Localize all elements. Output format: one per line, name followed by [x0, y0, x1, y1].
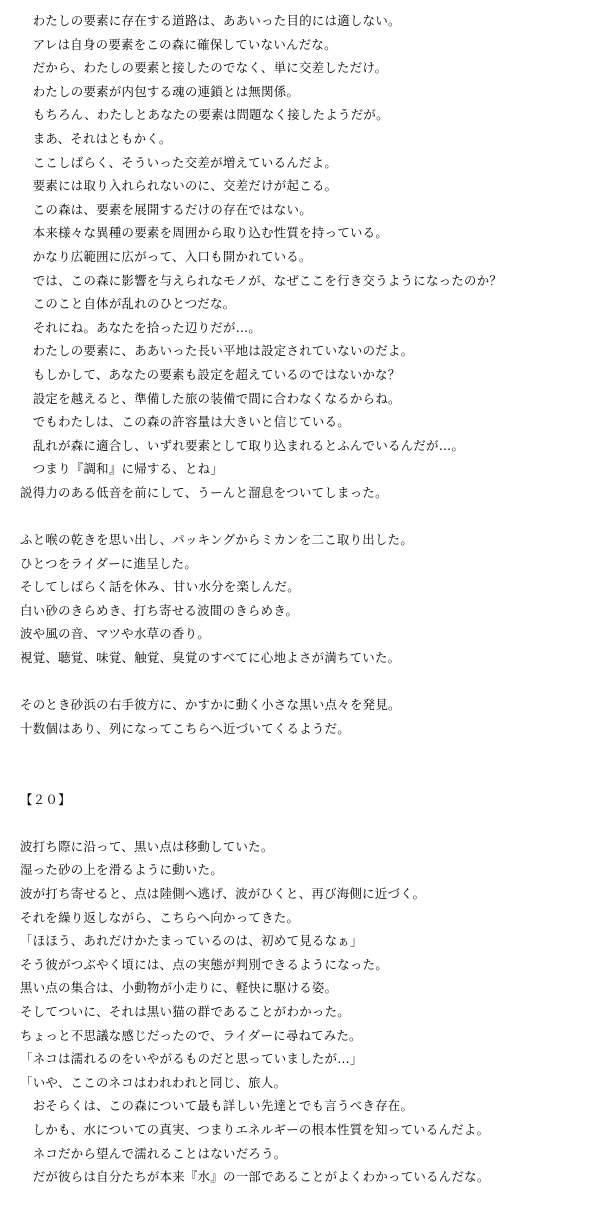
text-line: かなり広範囲に広がって、入口も開かれている。	[20, 248, 312, 264]
paragraph-black-dots	[20, 693, 595, 740]
paragraph-gap	[20, 670, 595, 694]
text-line: まあ、それはともかく。	[20, 130, 172, 146]
text-line: そしてついに、それは黒い猫の群であることがわかった。	[20, 1003, 350, 1019]
text-line: ちょっと不思議な感じだったので、ライダーに尋ねてみた。	[20, 1027, 362, 1043]
text-line: そう彼がつぶやく頃には、点の実態が判別できるようになった。	[20, 956, 389, 972]
text-line: それを繰り返しながら、こちらへ向かってきた。	[20, 909, 300, 925]
text-line: だが彼らは自分たちが本来『水』の一部であることがよくわかっているんだな。	[20, 1169, 490, 1185]
text-line: 黒い点の集合は、小動物が小走りに、軽快に駆ける姿。	[20, 980, 338, 996]
paragraph-dialogue	[20, 9, 595, 504]
section-heading: 【２０】	[20, 791, 71, 807]
text-line: 設定を越えると、準備した旅の装備で間に合わなくなるからね。	[20, 390, 401, 406]
text-line: ここしばらく、そういった交差が増えているんだよ。	[20, 154, 338, 170]
text-line: 要素には取り入れられないのに、交差だけが起こる。	[20, 178, 338, 194]
text-line: つまり『調和』に帰する、とね」	[20, 461, 224, 477]
text-line: ひとつをライダーに進呈した。	[20, 555, 198, 571]
section-gap	[20, 740, 595, 787]
text-line: このこと自体が乱れのひとつだな。	[20, 296, 236, 312]
text-line: 視覚、聴覚、味覚、触覚、臭覚のすべてに心地よさが満ちていた。	[20, 650, 401, 666]
text-line: 波打ち際に沿って、黒い点は移動していた。	[20, 838, 274, 854]
text-line: 湿った砂の上を滑るように動いた。	[20, 862, 224, 878]
text-line: 「ほほう、あれだけかたまっているのは、初めて見るなぁ」	[20, 933, 363, 949]
text-line: この森は、要素を展開するだけの存在ではない。	[20, 201, 312, 217]
text-line: もしかして、あなたの要素も設定を超えているのではないかな？	[20, 366, 401, 382]
text-line: でもわたしは、この森の許容量は大きいと信じている。	[20, 414, 350, 430]
text-line: だから、わたしの要素と接したのでなく、単に交差しただけ。	[20, 60, 388, 76]
paragraph-gap	[20, 504, 595, 528]
paragraph-oranges	[20, 528, 595, 670]
text-line: それにね。あなたを拾った辺りだが…。	[20, 319, 262, 335]
text-line: おそらくは、この森について最も詳しい先達とでも言うべき存在。	[20, 1098, 414, 1114]
paragraph-gap	[20, 811, 595, 835]
text-line: 「いや、ここのネコはわれわれと同じ、旅人。	[20, 1074, 287, 1090]
text-line: もちろん、わたしとあなたの要素は問題なく接したようだが。	[20, 107, 389, 123]
text-line: そしてしばらく話を休み、甘い水分を楽しんだ。	[20, 579, 300, 595]
text-line: では、この森に影響を与えられなモノが、なぜここを行き交うようになったのか？	[20, 272, 503, 288]
text-line: 白い砂のきらめき、打ち寄せる波間のきらめき。	[20, 602, 299, 618]
text-line: ネコだから望んで濡れることはないだろう。	[20, 1145, 287, 1161]
text-line: 十数個はあり、列になってこちらへ近づいてくるようだ。	[20, 720, 350, 736]
text-line: そのとき砂浜の右手彼方に、かすかに動く小さな黒い点々を発見。	[20, 697, 401, 713]
text-line: わたしの要素に存在する道路は、ああいった目的には適しない。	[20, 13, 401, 28]
paragraph-cats	[20, 835, 595, 1189]
text-line: 乱れが森に適合し、いずれ要素として取り込まれるとふんでいるんだが…。	[20, 437, 465, 453]
text-line: 波や風の音、マツや水草の香り。	[20, 626, 210, 642]
document-body	[20, 9, 595, 1189]
text-line: しかも、水についての真実、つまりエネルギーの根本性質を知っているんだよ。	[20, 1121, 490, 1137]
text-line: 「ネコは濡れるのをいやがるものだと思っていましたが…」	[20, 1051, 363, 1067]
text-line: わたしの要素が内包する魂の連鎖とは無関係。	[20, 83, 300, 99]
text-line: わたしの要素に、ああいった長い平地は設定されていないのだよ。	[20, 343, 414, 359]
text-line: ふと喉の乾きを思い出し、パッキングからミカンを二こ取り出した。	[20, 532, 414, 548]
text-line: 波が打ち寄せると、点は陸側へ逃げ、波がひくと、再び海側に近づく。	[20, 885, 426, 901]
text-line: 説得力のある低音を前にして、うーんと溜息をついてしまった。	[20, 484, 388, 500]
text-line: 本来様々な異種の要素を周囲から取り込む性質を持っている。	[20, 225, 389, 241]
text-line: アレは自身の要素をこの森に確保していないんだな。	[20, 36, 337, 52]
